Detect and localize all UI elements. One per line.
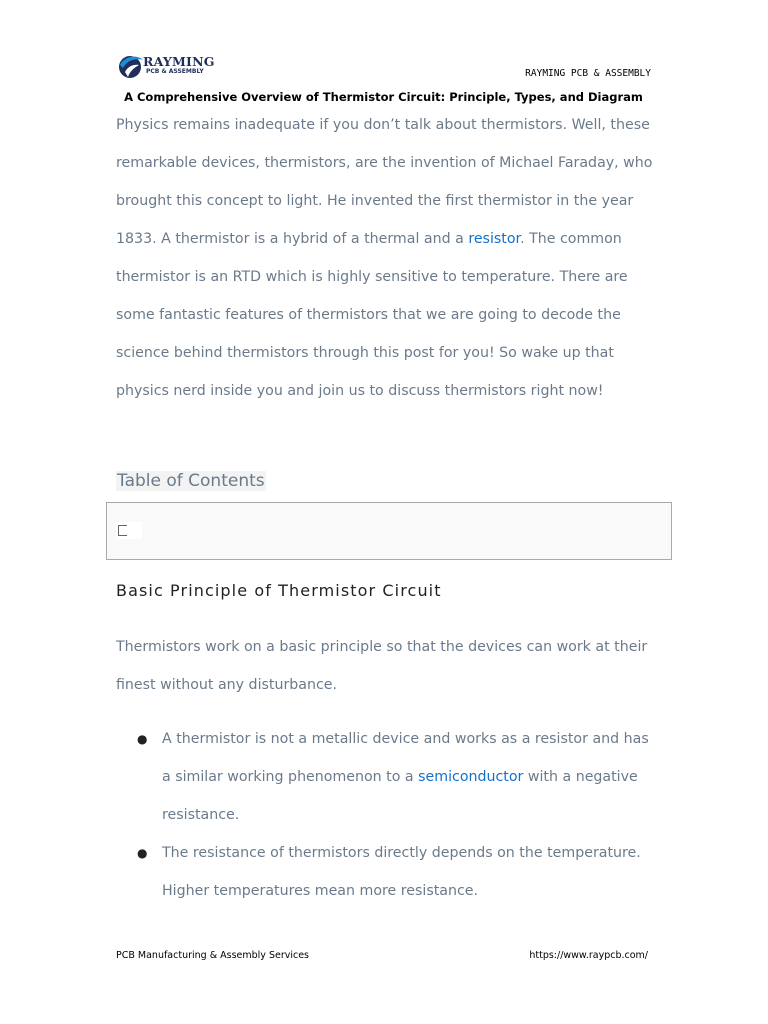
intro-paragraph [116, 106, 656, 410]
toc-title: Table of Contents [117, 471, 265, 491]
bullet-icon: ● [137, 846, 148, 860]
intro-text-part2: . The common thermistor is an RTD which is highly sensitive to temperature. There are some fantastic features of thermistors that we are going to decode the science behind thermistors through this post for you! So wake up that physics nerd inside you and join us to discuss thermistors right now! [116, 231, 628, 399]
section-paragraph: Thermistors work on a basic principle so that the devices can work at their finest without any disturbance. [116, 639, 648, 693]
bullet-list [116, 720, 656, 910]
logo-tagline: PCB & ASSEMBLY [146, 68, 204, 75]
toc-toggle-button[interactable] [116, 522, 142, 539]
document-title: A Comprehensive Overview of Thermistor Circuit: Principle, Types, and Diagram [124, 90, 643, 104]
list-item [116, 834, 656, 910]
bullet-text: The resistance of thermistors directly depends on the temperature. Higher temperatures mean more resistance. [162, 845, 641, 899]
resistor-link[interactable]: resistor [468, 231, 521, 247]
intro-text-part1: Physics remains inadequate if you don’t talk about thermistors. Well, these remarkable devices, thermistors, are the invention of Michael Faraday, who brought this concept to light. He invented the first thermistor in the year 1833. A thermistor is a hybrid of a thermal and a [116, 117, 653, 247]
toc-container [106, 502, 672, 560]
bullet-text-part1: A thermistor is not a metallic device and works as a resistor and has a similar working phenomenon to a [162, 731, 649, 785]
rayming-swirl-logo-icon [116, 52, 144, 80]
bullet-text-part2: with a negative resistance. [162, 769, 638, 823]
logo-name: RAYMING [143, 54, 215, 69]
rayming-logo [116, 52, 226, 80]
semiconductor-link[interactable]: semiconductor [418, 769, 524, 785]
header-company-name: RAYMING PCB & ASSEMBLY [525, 68, 651, 79]
list-item [116, 720, 656, 834]
bullet-icon: ● [137, 732, 148, 746]
section-heading: Basic Principle of Thermistor Circuit [116, 581, 442, 600]
footer-left-text: PCB Manufacturing & Assembly Services [116, 950, 310, 961]
footer-url-link[interactable]: https://www.raypcb.com/ [529, 950, 648, 961]
checkbox-toggle-icon [118, 525, 127, 536]
